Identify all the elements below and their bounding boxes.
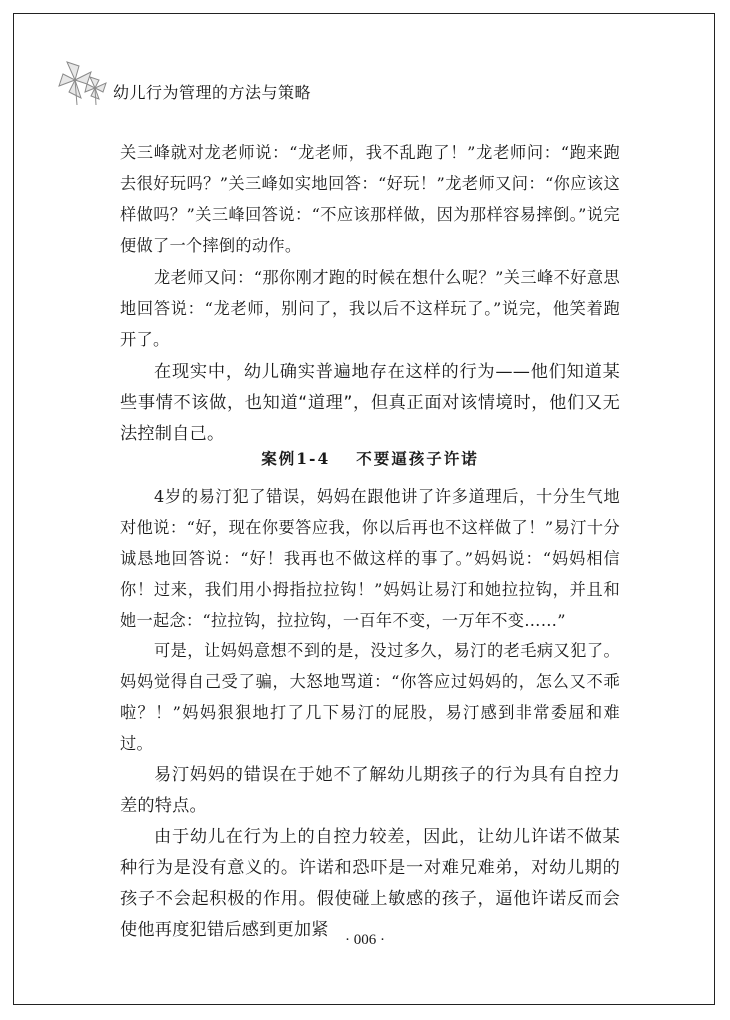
analysis-paragraph-2: 易汀妈妈的错误在于她不了解幼儿期孩子的行为具有自控力差的特点。 bbox=[120, 765, 620, 816]
pinwheel-icon bbox=[55, 58, 111, 106]
analysis-paragraph-3: 由于幼儿在行为上的自控力较差，因此，让幼儿许诺不做某种行为是没有意义的。许诺和恐吓是一对难兄难弟，对幼儿期的孩子不会起积极的作用。假使碰上敏感的孩子，逼他许诺反而会使他再度犯错后感到更加紧 bbox=[120, 827, 620, 940]
story-paragraph-1: 关三峰就对龙老师说：“龙老师，我不乱跑了！”龙老师问：“跑来跑去很好玩吗？”关三峰如实地回答：“好玩！”龙老师又问：“你应该这样做吗？”关三峰回答说：“不应该那样做，因为那样容易摔倒。”说完便做了一个摔倒的动作。 bbox=[120, 143, 620, 255]
analysis-paragraph-1: 在现实中，幼儿确实普遍地存在这样的行为——他们知道某些事情不该做，也知道“道理”，但真正面对该情境时，他们又无法控制自己。 bbox=[120, 362, 620, 444]
running-header bbox=[55, 58, 455, 106]
case-paragraph-1: 4岁的易汀犯了错误，妈妈在跟他讲了许多道理后，十分生气地对他说：“好，现在你要答应我，你以后再也不这样做了！”易汀十分诚恳地回答说：“好！我再也不做这样的事了。”妈妈说：“妈妈相信你！过来，我们用小拇指拉拉钩！”妈妈让易汀和她拉拉钩，并且和她一起念：“拉拉钩，拉拉钩，一百年不变，一万年不变……” bbox=[120, 487, 620, 630]
case-title: 不要逼孩子许诺 bbox=[356, 449, 479, 468]
case-paragraph-2: 可是，让妈妈意想不到的是，没过多久，易汀的老毛病又犯了。妈妈觉得自己受了骗，大怒地骂道：“你答应过妈妈的，怎么又不乖啦？！”妈妈狠狠地打了几下易汀的屁股，易汀感到非常委屈和难过。 bbox=[120, 641, 620, 753]
case-heading bbox=[120, 447, 620, 469]
header-title: 幼儿行为管理的方法与策略 bbox=[113, 83, 312, 102]
page-number: · 006 · bbox=[345, 932, 385, 948]
story-paragraph-2: 龙老师又问：“那你刚才跑的时候在想什么呢？”关三峰不好意思地回答说：“龙老师，别问了，我以后不这样玩了。”说完，他笑着跑开了。 bbox=[120, 268, 620, 349]
case-number: 案例1-4 bbox=[261, 449, 331, 468]
